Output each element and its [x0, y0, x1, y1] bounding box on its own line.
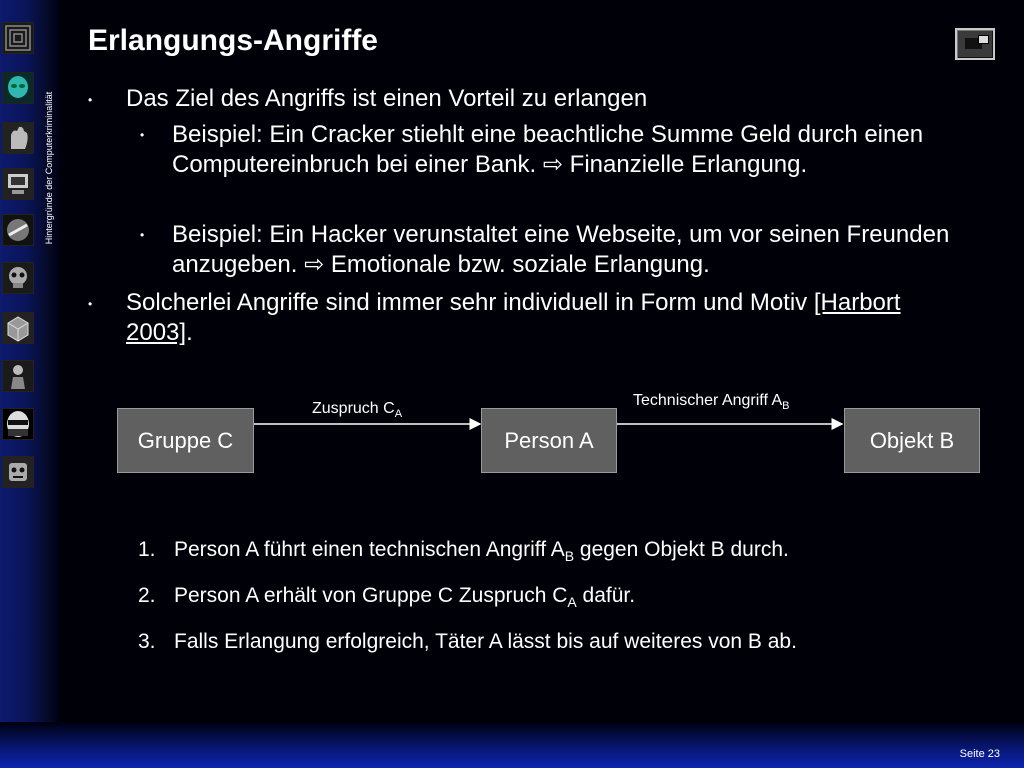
bullet-marker: • — [140, 128, 145, 142]
bullet-3-conclusion: Emotionale bzw. soziale Erlangung. — [330, 251, 710, 278]
list-text-end: gegen Objekt B durch. — [574, 538, 789, 561]
edge-label-angriff — [633, 392, 789, 412]
arrow-icon: ⇨ — [304, 251, 325, 278]
arrow-icon: ⇨ — [542, 151, 563, 178]
list-item — [138, 584, 635, 610]
edge-label-zuspruch-sub: A — [394, 408, 403, 421]
page-number: Seite 23 — [959, 748, 1000, 760]
list-sub: B — [564, 548, 575, 565]
list-text: Falls Erlangung erfolgreich, Täter A lässt bis auf weiteres von B ab. — [174, 630, 797, 653]
list-number: 2. — [138, 584, 156, 607]
list-text: Person A führt einen technischen Angriff A — [174, 538, 565, 561]
bullet-3-text: Beispiel: Ein Hacker verunstaltet eine Webseite, um vor seinen Freunden anzugeben. — [172, 221, 950, 278]
bullet-marker: • — [140, 228, 145, 242]
slide-title: Erlangungs-Angriffe — [88, 24, 378, 57]
reference-link[interactable]: [Harbort 2003] — [126, 289, 901, 346]
list-item — [138, 538, 789, 564]
sidebar-caption: Hintergründe der Computerkriminalität — [44, 91, 54, 245]
bullet-2-text: Beispiel: Ein Cracker stiehlt eine beachtliche Summe Geld durch einen Computereinbruch bei einer Bank. — [172, 121, 924, 178]
list-sub: A — [567, 594, 577, 611]
bullet-4-end: . — [186, 319, 193, 346]
list-text: Person A erhält von Gruppe C Zuspruch C — [174, 584, 568, 607]
bullet-marker: • — [88, 93, 93, 107]
edge-label-angriff-text: Technischer Angriff A — [633, 392, 783, 409]
edge-label-zuspruch-text: Zuspruch C — [312, 400, 395, 417]
bullet-4-text: Solcherlei Angriffe sind immer sehr individuell in Form und Motiv — [126, 289, 808, 316]
list-text-end: dafür. — [576, 584, 636, 607]
node-gruppe-c: Gruppe C — [117, 408, 254, 473]
list-item — [138, 630, 797, 656]
edge-label-angriff-sub: B — [782, 400, 790, 413]
bullet-marker: • — [88, 297, 93, 311]
node-objekt-b: Objekt B — [844, 408, 980, 473]
edge-label-zuspruch — [312, 400, 402, 420]
node-person-a: Person A — [481, 408, 617, 473]
bullet-2-conclusion: Finanzielle Erlangung. — [569, 151, 808, 178]
list-number: 1. — [138, 538, 156, 561]
bullet-1: Das Ziel des Angriffs ist einen Vorteil zu erlangen — [126, 85, 648, 112]
list-number: 3. — [138, 630, 156, 653]
